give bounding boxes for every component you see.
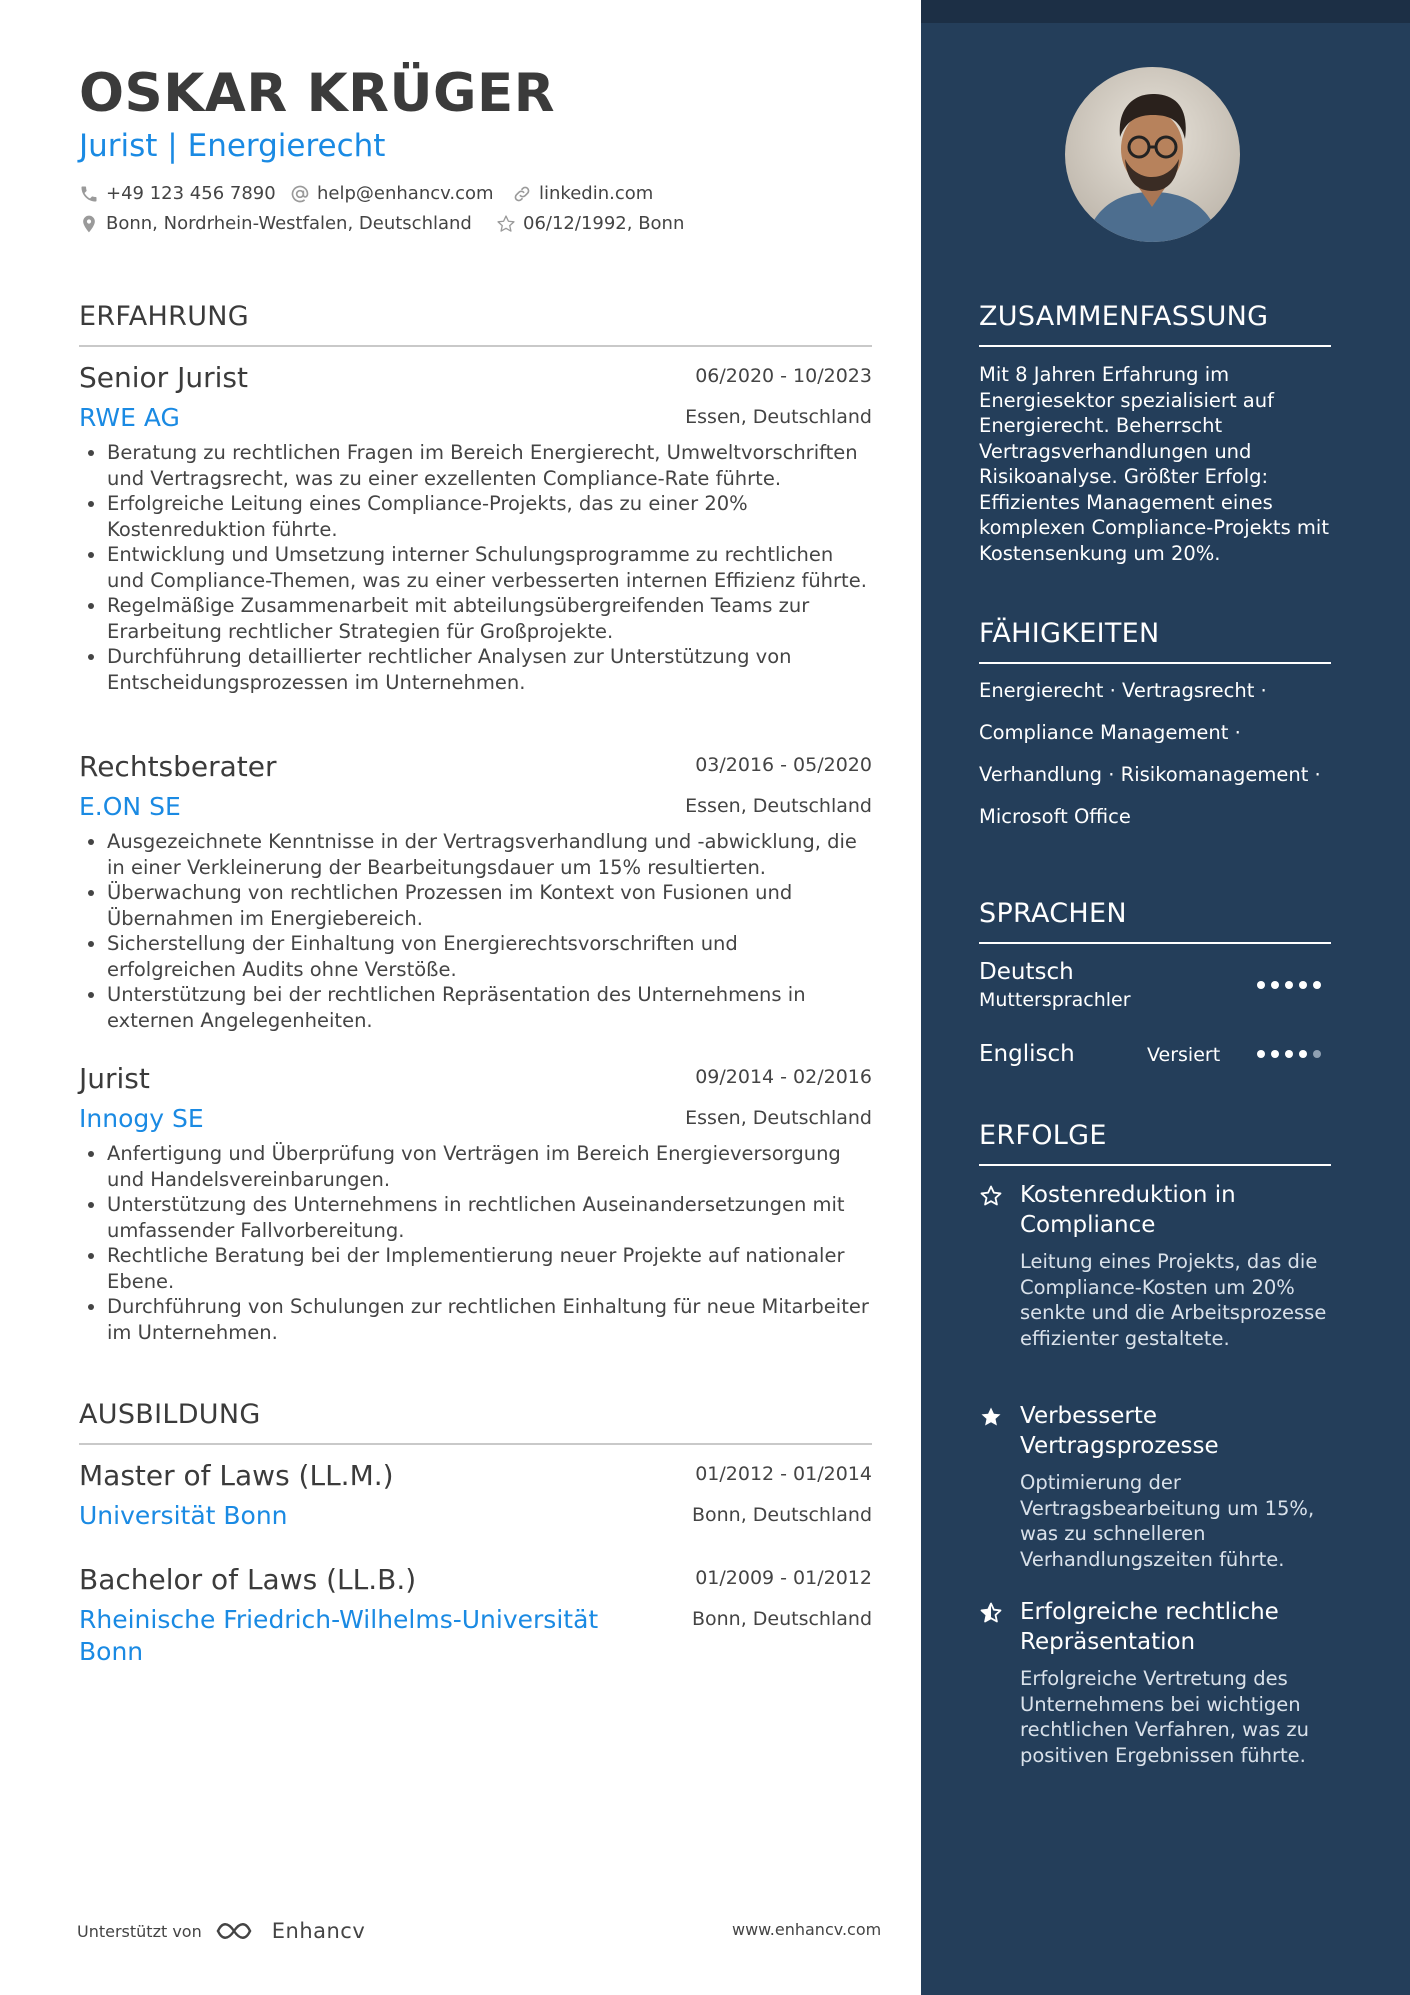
language-rating — [1257, 1050, 1321, 1058]
summary-divider — [979, 345, 1331, 347]
skills-line: Verhandlung · Risikomanagement · — [979, 763, 1321, 786]
candidate-name: OSKAR KRÜGER — [79, 63, 556, 124]
bullet-item: • Ausgezeichnete Kenntnisse in der Vertragsverhandlung und -abwicklung, die in einer Verkleinerung der Bearbeitungsdauer um 15% resultierten. — [107, 829, 872, 880]
contact-linkedin[interactable] — [512, 182, 653, 206]
star-outline-icon — [979, 1184, 1003, 1208]
rating-dot-filled — [1285, 1050, 1293, 1058]
job-title: Senior Jurist — [79, 361, 248, 394]
contact-phone — [79, 182, 276, 206]
language-name: Deutsch — [979, 959, 1074, 985]
bullet-item: • Unterstützung bei der rechtlichen Repräsentation des Unternehmens in externen Angelegenheiten. — [107, 982, 872, 1033]
language-level: Muttersprachler — [979, 989, 1131, 1011]
profile-photo — [1065, 67, 1240, 242]
job-dates: 09/2014 - 02/2016 — [695, 1066, 872, 1088]
school-name: Rheinische Friedrich-Wilhelms-Universität Bonn — [79, 1605, 599, 1666]
job-bullets — [79, 829, 872, 1033]
phone-text: +49 123 456 7890 — [106, 183, 276, 204]
skills-line: Compliance Management · — [979, 721, 1241, 744]
job-entry — [79, 360, 872, 695]
star-outline-icon — [496, 214, 516, 234]
summary-heading: ZUSAMMENFASSUNG — [979, 301, 1269, 332]
achievement-title: Erfolgreiche rechtliche Repräsentation — [1020, 1599, 1279, 1655]
skills-heading: FÄHIGKEITEN — [979, 618, 1160, 649]
achievement-description: Leitung eines Projekts, das die Compliance-Kosten um 20% senkte und die Arbeitsprozesse effizienter gestaltete. — [1020, 1250, 1327, 1350]
summary-text: Mit 8 Jahren Erfahrung im Energiesektor spezialisiert auf Energierecht. Beherrscht Vertragsverhandlungen und Risikoanalyse. Größter Erfolg: Effizientes Management eines komplexen Compliance-Projekts mit Kostensenkung um 20%. — [979, 363, 1329, 565]
job-bullets — [79, 440, 872, 695]
contact-birth — [496, 212, 684, 236]
bullet-item: • Beratung zu rechtlichen Fragen im Bereich Energierecht, Umweltvorschriften und Vertragsrecht, was zu einer exzellenten Compliance-Rate führte. — [107, 440, 872, 491]
company-name: E.ON SE — [79, 792, 181, 821]
job-title: Jurist — [79, 1062, 150, 1095]
star-filled-icon — [979, 1405, 1003, 1429]
enhancv-logo-icon — [214, 1918, 262, 1944]
footer-url[interactable]: www.enhancv.com — [732, 1920, 882, 1939]
job-location: Essen, Deutschland — [685, 795, 872, 817]
education-location: Bonn, Deutschland — [691, 1608, 872, 1630]
email-text[interactable]: help@enhancv.com — [317, 183, 494, 204]
bullet-item: • Erfolgreiche Leitung eines Compliance-Projekts, das zu einer 20% Kostenreduktion führte. — [107, 491, 872, 542]
education-dates: 01/2012 - 01/2014 — [695, 1463, 872, 1485]
company-name: RWE AG — [79, 403, 180, 432]
achievement-description: Erfolgreiche Vertretung des Unternehmens bei wichtigen rechtlichen Verfahren, was zu positiven Ergebnissen führte. — [1020, 1667, 1309, 1767]
rating-dot-filled — [1313, 981, 1321, 989]
bullet-item: • Regelmäßige Zusammenarbeit mit abteilungsübergreifenden Teams zur Erarbeitung rechtlicher Strategien für Großprojekte. — [107, 593, 872, 644]
rating-dot-filled — [1285, 981, 1293, 989]
rating-dot-filled — [1299, 1050, 1307, 1058]
company-name: Innogy SE — [79, 1104, 204, 1133]
bullet-item: • Entwicklung und Umsetzung interner Schulungsprogramme zu rechtlichen und Compliance-Themen, was zu einer verbesserten internen Effizienz führte. — [107, 542, 872, 593]
job-dates: 03/2016 - 05/2020 — [695, 754, 872, 776]
rating-dot-filled — [1257, 1050, 1265, 1058]
bullet-item: • Unterstützung des Unternehmens in rechtlichen Auseinandersetzungen mit umfassender Fallvorbereitung. — [107, 1192, 872, 1243]
education-entry — [79, 1458, 872, 1538]
sidebar-top-strip — [921, 0, 1410, 23]
star-half-icon — [979, 1601, 1003, 1625]
contact-location — [79, 212, 472, 236]
avatar — [1065, 67, 1240, 242]
language-level: Versiert — [1147, 1044, 1221, 1066]
location-pin-icon — [79, 214, 99, 234]
achievement-title: Kostenreduktion in Compliance — [1020, 1182, 1236, 1238]
achievement-title: Verbesserte Vertragsprozesse — [1020, 1403, 1219, 1459]
rating-dot-filled — [1271, 981, 1279, 989]
education-divider — [79, 1443, 872, 1445]
education-entry — [79, 1562, 872, 1666]
bullet-item: • Anfertigung und Überprüfung von Verträgen im Bereich Energieversorgung und Handelsvereinbarungen. — [107, 1141, 872, 1192]
experience-heading: ERFAHRUNG — [79, 301, 249, 332]
skills-line: Microsoft Office — [979, 805, 1131, 828]
experience-divider — [79, 345, 872, 347]
languages-divider — [979, 942, 1331, 944]
rating-dot-filled — [1257, 981, 1265, 989]
rating-dot-filled — [1299, 981, 1307, 989]
birth-text: 06/12/1992, Bonn — [523, 213, 685, 234]
rating-dot-empty — [1313, 1050, 1321, 1058]
enhancv-brand: Enhancv — [271, 1919, 366, 1943]
at-icon — [290, 184, 310, 204]
phone-icon — [79, 184, 99, 204]
bullet-item: • Sicherstellung der Einhaltung von Energierechtsvorschriften und erfolgreichen Audits ohne Verstöße. — [107, 931, 872, 982]
location-text: Bonn, Nordrhein-Westfalen, Deutschland — [106, 213, 472, 234]
bullet-item: • Überwachung von rechtlichen Prozessen im Kontext von Fusionen und Übernahmen im Energiebereich. — [107, 880, 872, 931]
job-dates: 06/2020 - 10/2023 — [695, 365, 872, 387]
skills-line: Energierecht · Vertragsrecht · — [979, 679, 1267, 702]
footer-powered-by — [77, 1918, 365, 1944]
achievements-heading: ERFOLGE — [979, 1120, 1107, 1151]
languages-heading: SPRACHEN — [979, 898, 1127, 929]
bullet-item: • Durchführung von Schulungen zur rechtlichen Einhaltung für neue Mitarbeiter im Unternehmen. — [107, 1294, 872, 1345]
education-location: Bonn, Deutschland — [691, 1504, 872, 1526]
school-name: Universität Bonn — [79, 1501, 288, 1530]
powered-by-text: Unterstützt von — [77, 1921, 202, 1941]
contact-email[interactable] — [290, 182, 494, 206]
rating-dot-filled — [1271, 1050, 1279, 1058]
job-entry — [79, 1061, 872, 1345]
degree-title: Bachelor of Laws (LL.B.) — [79, 1563, 417, 1596]
bullet-item: • Durchführung detaillierter rechtlicher Analysen zur Unterstützung von Entscheidungsprozessen im Unternehmen. — [107, 644, 872, 695]
language-name: Englisch — [979, 1041, 1075, 1067]
achievement-description: Optimierung der Vertragsbearbeitung um 15%, was zu schnelleren Verhandlungszeiten führte. — [1020, 1471, 1315, 1571]
link-icon — [512, 184, 532, 204]
linkedin-text[interactable]: linkedin.com — [539, 183, 654, 204]
skills-divider — [979, 662, 1331, 664]
language-rating — [1257, 981, 1321, 989]
job-entry — [79, 749, 872, 1033]
degree-title: Master of Laws (LL.M.) — [79, 1459, 394, 1492]
education-dates: 01/2009 - 01/2012 — [695, 1567, 872, 1589]
job-location: Essen, Deutschland — [685, 1107, 872, 1129]
job-bullets — [79, 1141, 872, 1345]
job-location: Essen, Deutschland — [685, 406, 872, 428]
achievements-divider — [979, 1164, 1331, 1166]
job-title: Rechtsberater — [79, 750, 277, 783]
candidate-title: Jurist | Energierecht — [79, 128, 386, 164]
education-heading: AUSBILDUNG — [79, 1399, 261, 1430]
bullet-item: • Rechtliche Beratung bei der Implementierung neuer Projekte auf nationaler Ebene. — [107, 1243, 872, 1294]
